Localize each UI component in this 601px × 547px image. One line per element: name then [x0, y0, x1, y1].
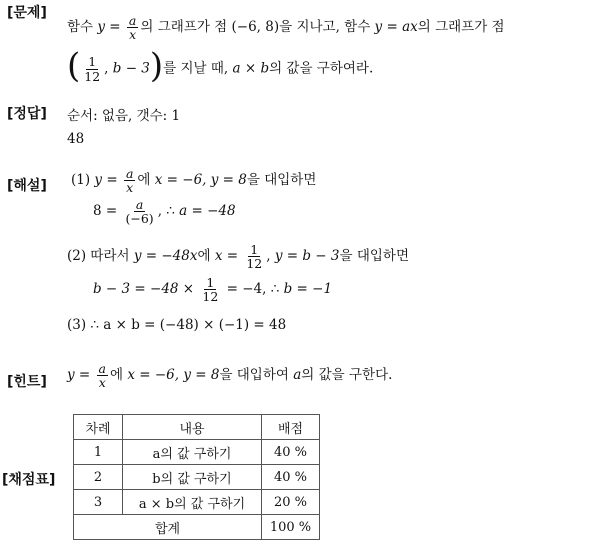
table-row: [74, 440, 320, 465]
math-text: y = b − 3: [274, 248, 340, 265]
answer-order-info: 순서: 없음, 갯수: 1: [67, 108, 181, 124]
solution-step-2-equation: [93, 276, 332, 303]
math-text: x =: [214, 248, 239, 265]
fraction-1-over-12: $\frac{1}{12}$: [202, 275, 219, 305]
table-row: [74, 490, 320, 515]
row-order: 3: [74, 490, 123, 515]
solution-label: [해설]: [7, 178, 47, 194]
math-text: y = ax: [374, 19, 418, 36]
step-number: (2) 따라서: [67, 248, 130, 265]
hint-text: 을 대입하여: [219, 367, 289, 384]
right-paren: ): [149, 46, 164, 86]
math-text: x = −6, y = 8: [154, 172, 247, 189]
math-text: = −4, ∴: [226, 281, 280, 298]
solution-step-1: [71, 167, 316, 194]
math-text: a × b: [232, 60, 270, 77]
row-order: 2: [74, 465, 123, 490]
rubric-total-row: [74, 515, 320, 540]
problem-text: 을 지나고, 함수: [279, 19, 371, 36]
left-paren: (: [67, 46, 81, 86]
hint-text: 의 값을 구한다.: [301, 367, 393, 384]
hint-line: [67, 362, 392, 389]
problem-line-2: ( $\frac{1}{12}$ , b − 3)를 지날 때, a × b의 값을 구하여라.: [67, 46, 374, 86]
math-text: y =: [97, 19, 121, 36]
rubric-table: [73, 414, 320, 540]
solution-text: 을 대입하면: [339, 248, 409, 265]
row-order: 1: [74, 440, 123, 465]
row-content: a의 값 구하기: [123, 440, 262, 465]
row-score: 40 %: [262, 465, 320, 490]
step-number: (1): [71, 172, 91, 189]
row-content: b의 값 구하기: [123, 465, 262, 490]
problem-text: 의 그래프가 점: [417, 19, 505, 36]
math-text: b − 3 = −48 ×: [93, 281, 195, 298]
total-label: 합계: [74, 515, 262, 540]
header-score: 배점: [262, 415, 320, 440]
math-text: b = −1: [283, 281, 333, 298]
answer-label: [정답]: [7, 106, 47, 122]
solution-step-2: (2) 따라서 y = −48x에 x = $\frac{1}{12}$ , y = b − 3을 대입하면: [67, 242, 409, 272]
header-content: 내용: [123, 415, 262, 440]
hint-text: 에: [109, 367, 124, 384]
fraction-a-over-neg6: $\frac{a}{(-6)}$: [125, 197, 154, 227]
row-score: 20 %: [262, 490, 320, 515]
math-text: x = −6, y = 8: [127, 367, 220, 384]
solution-step-3: (3) ∴ a × b = (−48) × (−1) = 48: [67, 317, 287, 333]
math-text: 8 =: [93, 203, 118, 220]
problem-text: 의 그래프가 점: [140, 19, 228, 36]
problem-text: 의 값을 구하여라.: [269, 60, 374, 77]
fraction-1-over-12: $\frac{1}{12}$: [246, 242, 263, 272]
row-score: 40 %: [262, 440, 320, 465]
total-score: 100 %: [262, 515, 320, 540]
problem-text: 를 지날 때,: [163, 60, 229, 77]
math-text: , ∴: [157, 203, 175, 220]
problem-label: [문제]: [7, 5, 47, 21]
rubric-header-row: [74, 415, 320, 440]
answer-value: 48: [67, 131, 85, 147]
table-row: [74, 465, 320, 490]
solution-text: 을 대입하면: [246, 172, 317, 189]
solution-text: 에: [137, 172, 151, 189]
problem-line-1: [67, 14, 505, 41]
rubric-label: [채점표]: [2, 472, 56, 488]
math-text: y =: [67, 367, 91, 384]
fraction-a-over-x: $\frac{a}{x}$: [128, 13, 137, 43]
math-text: b − 3: [112, 60, 150, 77]
fraction-a-over-x: $\frac{a}{x}$: [98, 361, 106, 391]
header-order: 차례: [74, 415, 123, 440]
fraction-1-over-12: $\frac{1}{12}$: [84, 54, 101, 84]
row-content: a × b의 값 구하기: [123, 490, 262, 515]
fraction-a-over-x: $\frac{a}{x}$: [125, 166, 134, 196]
hint-label: [힌트]: [7, 374, 47, 390]
math-text: a: [293, 367, 302, 384]
solution-text: 에: [197, 248, 211, 265]
math-text: y = −48x: [133, 248, 198, 265]
math-text: (−6, 8): [231, 19, 280, 36]
problem-text: 함수: [67, 19, 94, 36]
solution-step-1-equation: [93, 198, 236, 225]
math-text: a = −48: [179, 203, 236, 220]
math-text: y =: [94, 172, 118, 189]
